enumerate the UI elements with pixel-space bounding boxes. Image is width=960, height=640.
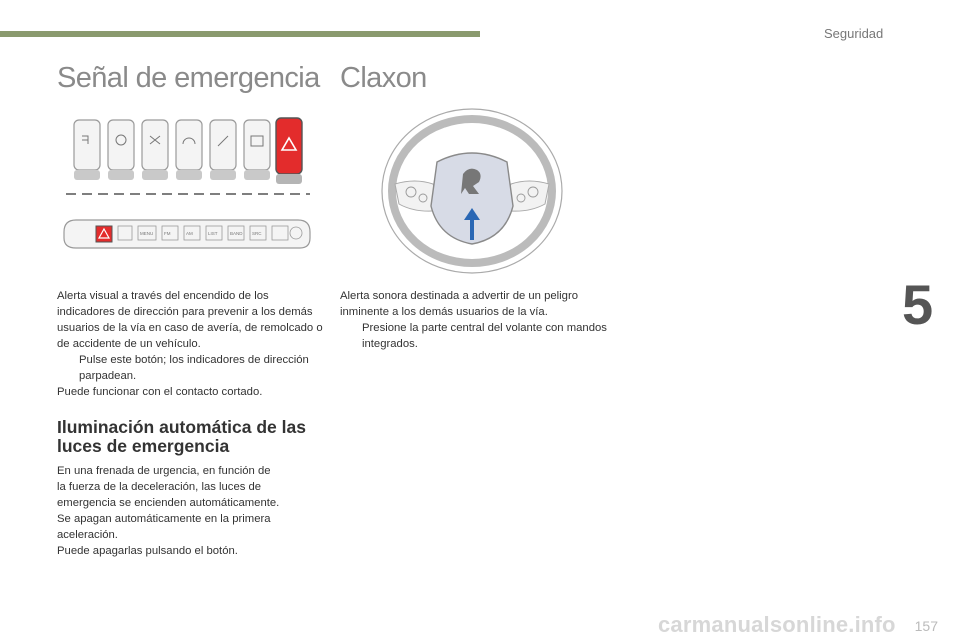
panel-button-band: BAND (230, 231, 243, 236)
auto-hazard-line-1: En una frenada de urgencia, en función de (57, 465, 271, 477)
page-title-horn: Claxon (340, 62, 427, 94)
panel-button-list: LIST (208, 231, 218, 236)
horn-bullet (340, 320, 615, 352)
hazard-bullet (57, 352, 327, 384)
hazard-switch-illustration (58, 108, 318, 268)
auto-hazard-line-6: Puede apagarlas pulsando el botón. (57, 545, 238, 557)
page-title-hazard: Señal de emergencia (57, 62, 320, 94)
auto-hazard-line-5: aceleración. (57, 529, 118, 541)
horn-description (340, 288, 615, 352)
steering-wheel-illustration (375, 104, 570, 279)
horn-bullet-text: Presione la parte central del volante con mandos integrados. (362, 322, 607, 350)
page-number: 157 (914, 618, 938, 634)
chapter-number: 5 (902, 273, 934, 336)
footer-watermark: carmanualsonline.info (658, 612, 896, 637)
panel-button-menu: MENU (140, 231, 154, 236)
auto-hazard-line-2: la fuerza de la deceleración, las luces de (57, 481, 262, 493)
section-subtitle: Iluminación automática de las luces de emergencia (57, 417, 306, 456)
auto-hazard-line-3: emergencia se encienden automáticamente. (57, 497, 280, 509)
hazard-description (57, 288, 327, 400)
bullet-square-icon (340, 320, 362, 352)
section-label: Seguridad (824, 26, 884, 41)
panel-button-fm: FM (164, 231, 171, 236)
hazard-note: Puede funcionar con el contacto cortado. (57, 386, 263, 398)
panel-button-am: AM (186, 231, 193, 236)
hazard-intro: Alerta visual a través del encendido de los indicadores de dirección para prevenir a los demás usuarios de la vía en caso de avería, de remolcado o de accidente de un vehículo. (57, 290, 323, 350)
auto-hazard-line-4: Se apagan automáticamente en la primera (57, 513, 271, 525)
bullet-square-icon (57, 352, 79, 384)
header-accent-bar (0, 31, 480, 37)
horn-intro: Alerta sonora destinada a advertir de un peligro inminente a los demás usuarios de la vía. (340, 290, 579, 318)
hazard-bullet-text: Pulse este botón; los indicadores de dirección parpadean. (79, 354, 309, 382)
panel-button-src: SRC (252, 231, 262, 236)
auto-hazard-description (57, 463, 327, 559)
